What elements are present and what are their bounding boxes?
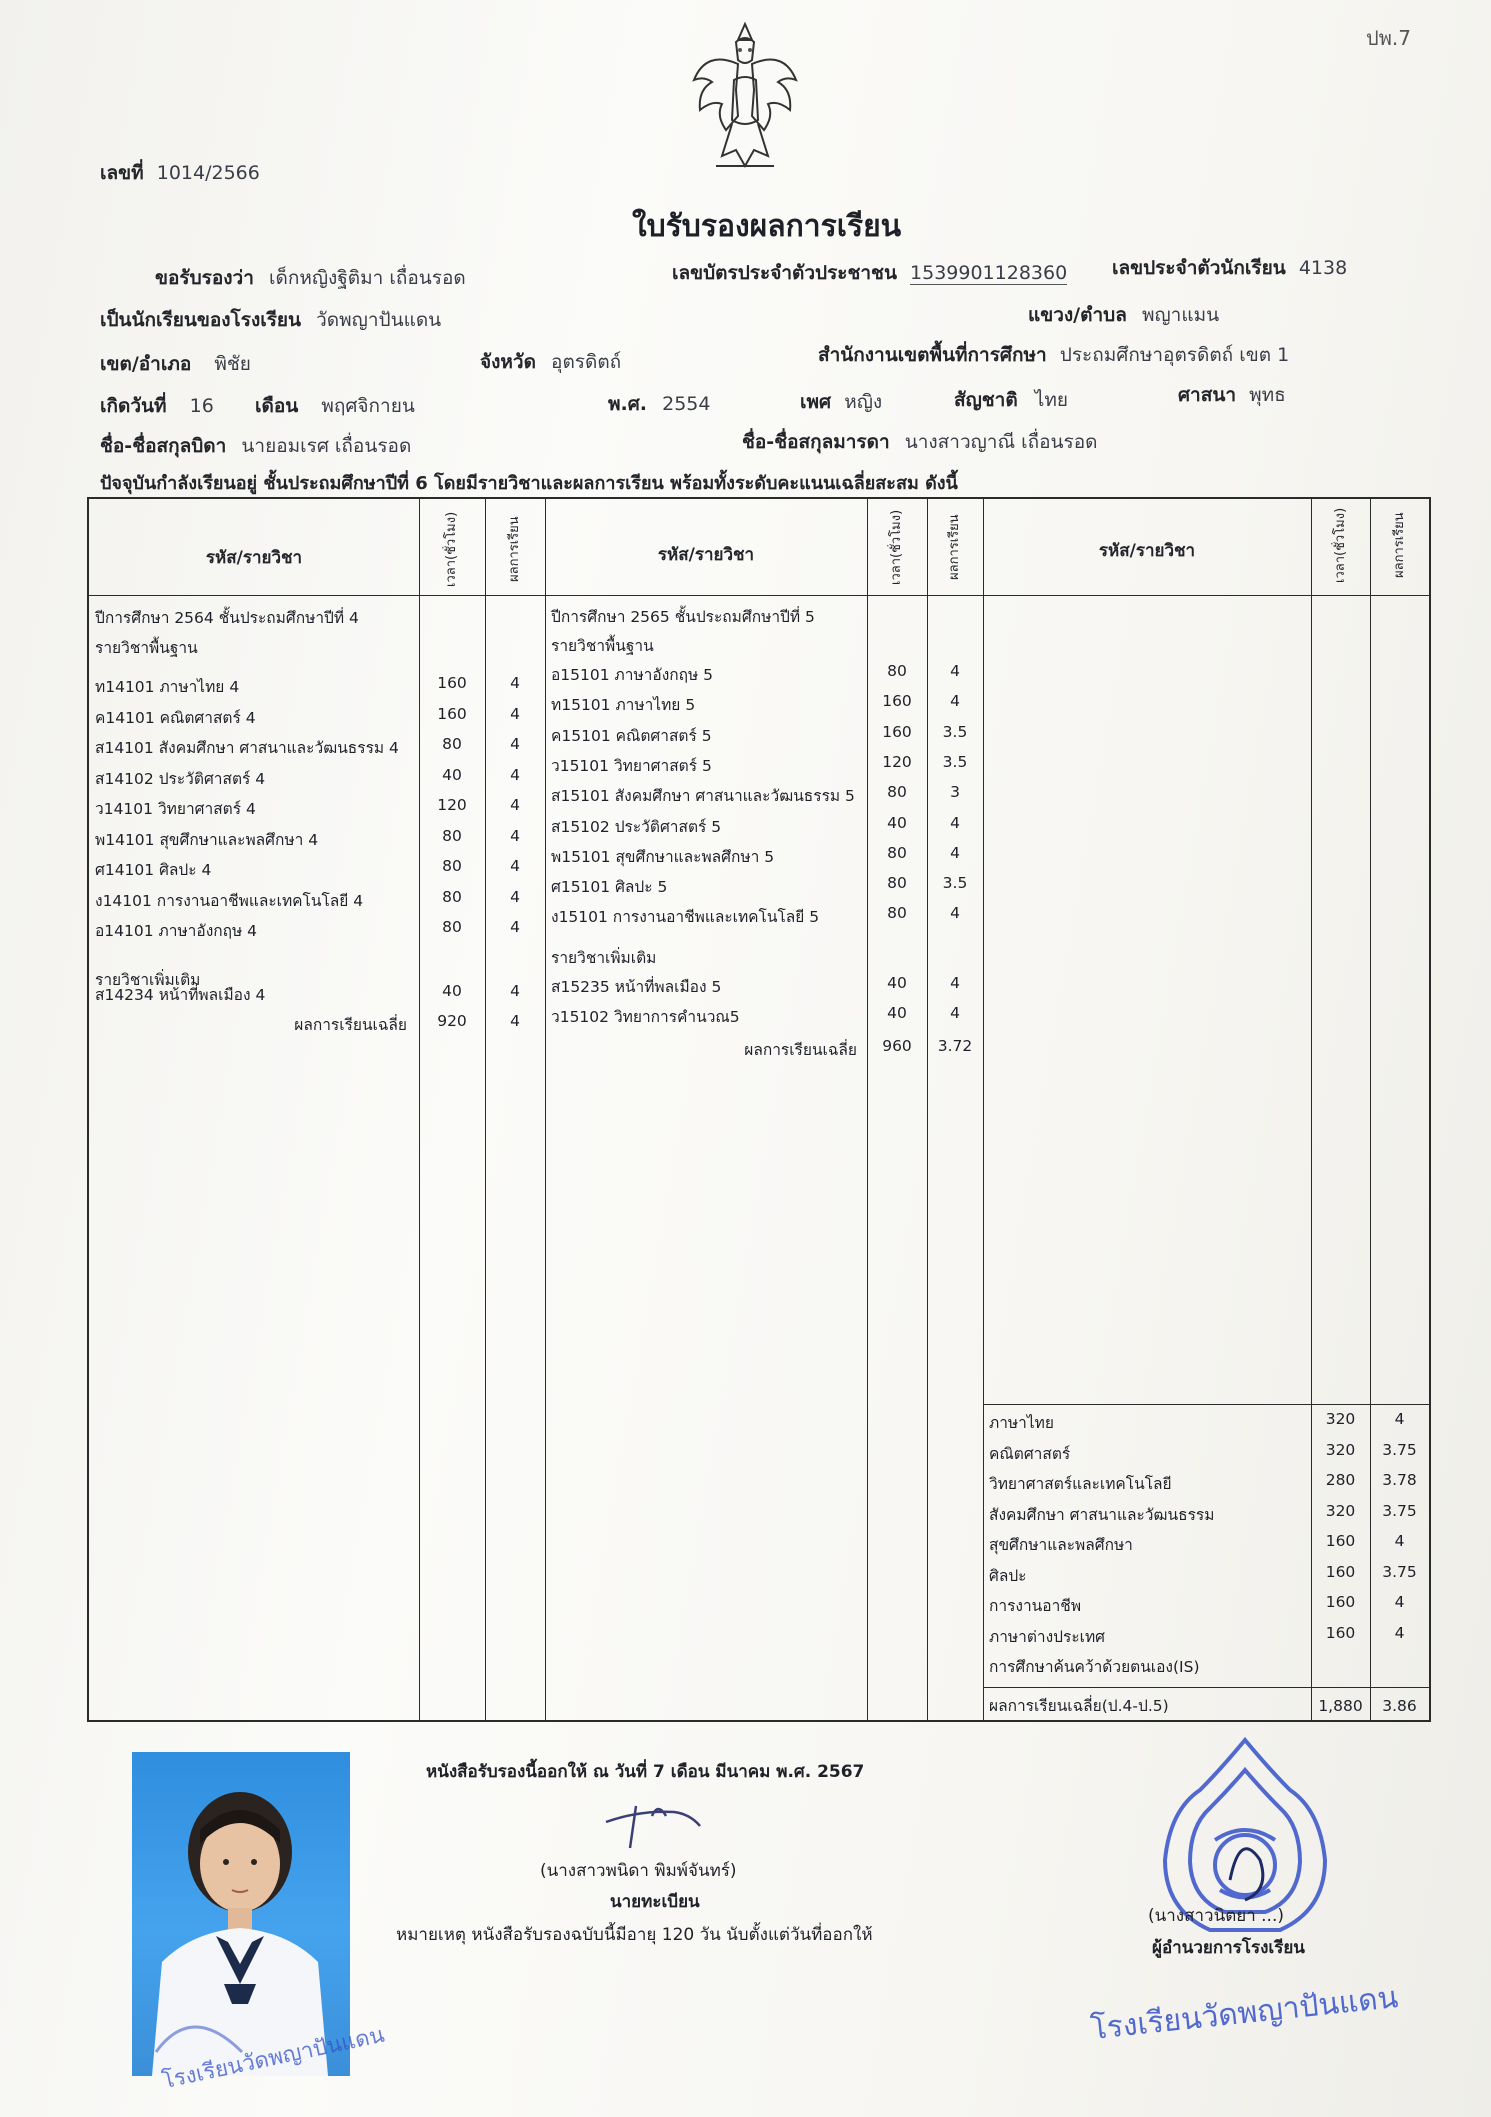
nationality-value: ไทย: [1034, 389, 1069, 411]
subject-grade: 4: [510, 982, 520, 1000]
photo-stamp-text: โรงเรียนวัดพญาปันแดน: [160, 2022, 387, 2095]
student-portrait-icon: [132, 1752, 350, 2076]
subject-name: การศึกษาค้นคว้าด้วยตนเอง(IS): [989, 1658, 1200, 1676]
sex-line: [800, 387, 882, 417]
subject-grade: 4: [950, 974, 960, 992]
subject-name: ภาษาไทย: [989, 1414, 1054, 1432]
header-grade-3: ผลการเรียน: [1392, 512, 1407, 578]
subject-name: ส15101 สังคมศึกษา ศาสนาและวัฒนธรรม 5: [551, 787, 855, 806]
subject-name: ท14101 ภาษาไทย 4: [95, 678, 240, 696]
subject-name: ท15101 ภาษาไทย 5: [551, 696, 696, 715]
document-number: [100, 158, 260, 188]
year-heading: ปีการศึกษา 2565 ชั้นประถมศึกษาปีที่ 5: [551, 608, 815, 626]
basic-subjects-label: รายวิชาพื้นฐาน: [95, 639, 198, 657]
district-value: พิชัย: [214, 353, 251, 375]
garuda-emblem-icon: [686, 20, 804, 178]
subject-grade: 4: [510, 704, 520, 723]
page-title: ใบรับรองผลการเรียน: [632, 209, 902, 244]
total-average-label: ผลการเรียนเฉลี่ย(ป.4-ป.5): [989, 1697, 1169, 1715]
subject-grade: 4: [510, 674, 520, 692]
province-value: อุตรดิตถ์: [551, 351, 622, 373]
office-label: สำนักงานเขตพื้นที่การศึกษา: [818, 344, 1047, 366]
subject-hours: 40: [887, 1004, 907, 1022]
subdistrict-label: แขวง/ตำบล: [1028, 304, 1127, 326]
year-average-grade: 4: [510, 1012, 520, 1030]
id-card-number: 1539901128360: [910, 262, 1068, 284]
subject-hours: 320: [1325, 1501, 1356, 1520]
school-label: เป็นนักเรียนของโรงเรียน: [100, 309, 302, 331]
office-value: ประถมศึกษาอุตรดิตถ์ เขต 1: [1059, 344, 1290, 366]
subject-hours: 280: [1325, 1471, 1356, 1489]
school-line: [100, 305, 441, 335]
mother-line: [742, 427, 1098, 457]
subject-name: ค14101 คณิตศาสตร์ 4: [95, 708, 256, 727]
nationality-label: สัญชาติ: [954, 389, 1018, 411]
subject-name: ค15101 คณิตศาสตร์ 5: [551, 726, 712, 745]
subject-hours: 320: [1325, 1440, 1356, 1459]
subject-name: สังคมศึกษา ศาสนาและวัฒนธรรม: [989, 1505, 1215, 1524]
mother-name: นางสาวญาณี เถื่อนรอด: [904, 431, 1098, 453]
form-code: ปพ.7: [1366, 26, 1411, 50]
subject-grade: 4: [1394, 1593, 1405, 1611]
subject-hours: 120: [882, 752, 912, 771]
subject-name: ง14101 การงานอาชีพและเทคโนโลยี 4: [95, 891, 364, 910]
subject-name: ส14234 หน้าที่พลเมือง 4: [95, 986, 266, 1004]
subject-grade: 3.5: [942, 722, 968, 741]
sex-value: หญิง: [844, 391, 883, 413]
province-label: จังหวัด: [480, 351, 536, 373]
nationality-line: [954, 385, 1068, 415]
total-average-hours: 1,880: [1318, 1697, 1363, 1715]
subdistrict-value: พญาแมน: [1141, 304, 1220, 326]
subject-grade: 4: [1394, 1623, 1405, 1642]
subject-name: ภาษาต่างประเทศ: [989, 1627, 1106, 1646]
district-label: เขต/อำเภอ: [100, 353, 192, 375]
subject-name: ส14102 ประวัติศาสตร์ 4: [95, 769, 266, 788]
document-number-value: 1014/2566: [156, 162, 260, 184]
religion-line: [1178, 380, 1286, 410]
header-grade-2: ผลการเรียน: [947, 514, 962, 580]
subject-grade: 4: [1394, 1532, 1405, 1550]
header-hours-2: เวลา(ชั่วโมง): [889, 509, 904, 585]
subject-name: คณิตศาสตร์: [989, 1444, 1071, 1463]
birth-month-label: เดือน: [255, 395, 299, 417]
subject-grade: 3.5: [942, 874, 968, 893]
student-no-label: เลขประจำตัวนักเรียน: [1112, 257, 1286, 279]
birth-day-label: เกิดวันที่: [100, 395, 167, 417]
subject-name: ว15101 วิทยาศาสตร์ 5: [551, 756, 712, 775]
subject-hours: 160: [1325, 1623, 1356, 1642]
header-subject-3: รหัส/รายวิชา: [1098, 541, 1196, 561]
school-name: วัดพญาปันแดน: [316, 309, 442, 331]
subject-name: อ15101 ภาษาอังกฤษ 5: [551, 666, 714, 684]
subject-grade: 4: [1394, 1410, 1405, 1428]
subject-grade: 4: [510, 735, 520, 753]
registrar-title: นายทะเบียน: [610, 1892, 700, 1912]
subject-hours: 80: [887, 904, 907, 923]
total-average-grade: 3.86: [1382, 1697, 1417, 1715]
document-number-label: เลขที่: [100, 162, 144, 184]
header-grade-1: ผลการเรียน: [507, 516, 522, 582]
year-average-hours: 920: [437, 1012, 467, 1030]
basic-subjects-label: รายวิชาพื้นฐาน: [551, 637, 654, 655]
subject-grade: 4: [950, 1004, 960, 1022]
district-line: [100, 349, 251, 379]
certify-label: ขอรับรองว่า: [155, 267, 254, 289]
subject-grade: 4: [510, 796, 520, 814]
subject-grade: 3.78: [1382, 1471, 1417, 1489]
student-no-line: [1112, 253, 1347, 283]
subject-hours: 320: [1325, 1410, 1356, 1428]
subject-name: พ14101 สุขศึกษาและพลศึกษา 4: [95, 830, 319, 849]
office-line: [818, 340, 1289, 370]
subject-grade: 4: [950, 692, 960, 711]
subject-hours: 40: [887, 974, 907, 992]
student-no-value: 4138: [1298, 257, 1348, 279]
extra-subjects-label: รายวิชาเพิ่มเติม: [551, 949, 657, 967]
subject-name: ศิลปะ: [989, 1566, 1027, 1585]
subject-hours: 80: [887, 843, 907, 862]
header-subject-1: รหัส/รายวิชา: [205, 548, 303, 568]
subject-hours: 160: [437, 674, 467, 692]
subject-grade: 3.5: [942, 752, 968, 771]
subject-name: วิทยาศาสตร์และเทคโนโลยี: [989, 1475, 1172, 1493]
subject-grade: 4: [510, 765, 520, 784]
year-average-label: ผลการเรียนเฉลี่ย: [744, 1041, 857, 1059]
director-title: ผู้อำนวยการโรงเรียน: [1152, 1938, 1305, 1958]
subject-name: สุขศึกษาและพลศึกษา: [989, 1536, 1133, 1554]
birth-month-value: พฤศจิกายน: [321, 395, 415, 417]
header-hours-1: เวลา(ชั่วโมง): [444, 511, 459, 587]
subject-name: ศ14101 ศิลปะ 4: [95, 861, 212, 879]
subject-hours: 160: [1325, 1532, 1356, 1550]
registrar-name: (นางสาวพนิดา พิมพ์จันทร์): [540, 1861, 737, 1881]
student-name: เด็กหญิงฐิติมา เถื่อนรอด: [269, 267, 466, 289]
father-label: ชื่อ-ชื่อสกุลบิดา: [100, 435, 227, 457]
subject-grade: 4: [950, 904, 960, 923]
id-card-label: เลขบัตรประจำตัวประชาชน: [672, 262, 897, 284]
id-card-line: [672, 258, 1067, 288]
subject-name: การงานอาชีพ: [989, 1597, 1082, 1615]
subject-name: ศ15101 ศิลปะ 5: [551, 878, 668, 897]
subject-hours: 40: [442, 982, 462, 1000]
birth-day-value: 16: [189, 395, 214, 417]
extra-subjects-label: รายวิชาเพิ่มเติม: [95, 971, 201, 989]
subject-hours: 40: [442, 765, 462, 784]
subject-grade: 4: [950, 843, 960, 862]
school-stamp-text: โรงเรียนวัดพญาปันแดน: [1089, 1979, 1400, 2048]
subject-grade: 4: [510, 918, 520, 936]
subject-hours: 40: [887, 813, 907, 832]
subject-grade: 4: [510, 826, 520, 845]
subject-grade: 4: [950, 662, 960, 680]
subject-grade: 3: [950, 783, 960, 802]
subject-hours: 80: [442, 735, 462, 753]
subject-hours: 80: [887, 662, 907, 680]
subject-name: ว15102 วิทยาการคำนวณ5: [551, 1008, 740, 1026]
birth-year-line: [608, 389, 710, 419]
status-line: ปัจจุบันกำลังเรียนอยู่ ชั้นประถมศึกษาปีที่ 6 โดยมีรายวิชาและผลการเรียน พร้อมทั้งระดับคะแนนเฉลี่ยสะสม ดังนี้: [100, 473, 958, 494]
subject-hours: 80: [442, 826, 462, 845]
subject-name: ส14101 สังคมศึกษา ศาสนาและวัฒนธรรม 4: [95, 739, 399, 757]
birth-month-line: [255, 391, 415, 421]
mother-label: ชื่อ-ชื่อสกุลมารดา: [742, 431, 890, 453]
subject-grade: 3.75: [1382, 1501, 1417, 1520]
subdistrict-line: [1028, 300, 1219, 330]
subject-hours: 80: [442, 887, 462, 906]
subject-name: พ15101 สุขศึกษาและพลศึกษา 5: [551, 847, 775, 866]
student-photo: [132, 1752, 350, 2076]
subject-hours: 160: [1325, 1562, 1356, 1581]
religion-value: พุทธ: [1249, 384, 1286, 406]
year-average-grade: 3.72: [937, 1037, 973, 1055]
subject-hours: 80: [887, 783, 907, 802]
subject-name: ว14101 วิทยาศาสตร์ 4: [95, 800, 256, 818]
birth-day-line: [100, 391, 214, 421]
subject-hours: 80: [442, 857, 462, 875]
subject-hours: 160: [437, 704, 467, 723]
director-name: (นางสาวนิตยา ...): [1148, 1906, 1284, 1926]
father-line: [100, 431, 411, 461]
registrar-signature-icon: [600, 1792, 710, 1852]
header-hours-3: เวลา(ชั่วโมง): [1333, 507, 1348, 583]
province-line: [480, 347, 621, 377]
year-average-label: ผลการเรียนเฉลี่ย: [294, 1016, 407, 1034]
birth-year-label: พ.ศ.: [608, 393, 648, 415]
subject-name: อ14101 ภาษาอังกฤษ 4: [95, 922, 258, 940]
subject-grade: 4: [510, 857, 520, 875]
subject-name: ส15102 ประวัติศาสตร์ 5: [551, 817, 722, 836]
subject-hours: 120: [437, 796, 467, 814]
year-average-hours: 960: [882, 1037, 912, 1055]
subject-hours: 160: [882, 692, 912, 711]
father-name: นายอมเรศ เถื่อนรอด: [241, 435, 412, 457]
issue-date-line: หนังสือรับรองนี้ออกให้ ณ วันที่ 7 เดือน มีนาคม พ.ศ. 2567: [426, 1762, 865, 1782]
subject-name: ง15101 การงานอาชีพและเทคโนโลยี 5: [551, 908, 820, 927]
subject-grade: 3.75: [1382, 1562, 1417, 1581]
subject-hours: 80: [887, 874, 907, 893]
subject-hours: 80: [442, 918, 462, 936]
subject-grade: 4: [950, 813, 960, 832]
religion-label: ศาสนา: [1178, 384, 1236, 406]
grades-table: [87, 497, 1431, 1722]
validity-note: หมายเหตุ หนังสือรับรองฉบับนี้มีอายุ 120 วัน นับตั้งแต่วันที่ออกให้: [396, 1925, 873, 1945]
subject-grade: 4: [510, 887, 520, 906]
subject-name: ส15235 หน้าที่พลเมือง 5: [551, 978, 722, 996]
sex-label: เพศ: [800, 391, 832, 413]
certify-line: [155, 263, 466, 293]
birth-year-value: 2554: [662, 393, 711, 415]
subject-grade: 3.75: [1382, 1440, 1417, 1459]
year-heading: ปีการศึกษา 2564 ชั้นประถมศึกษาปีที่ 4: [95, 609, 359, 627]
subject-hours: 160: [882, 722, 912, 741]
header-subject-2: รหัส/รายวิชา: [657, 545, 755, 565]
subject-hours: 160: [1325, 1593, 1356, 1611]
